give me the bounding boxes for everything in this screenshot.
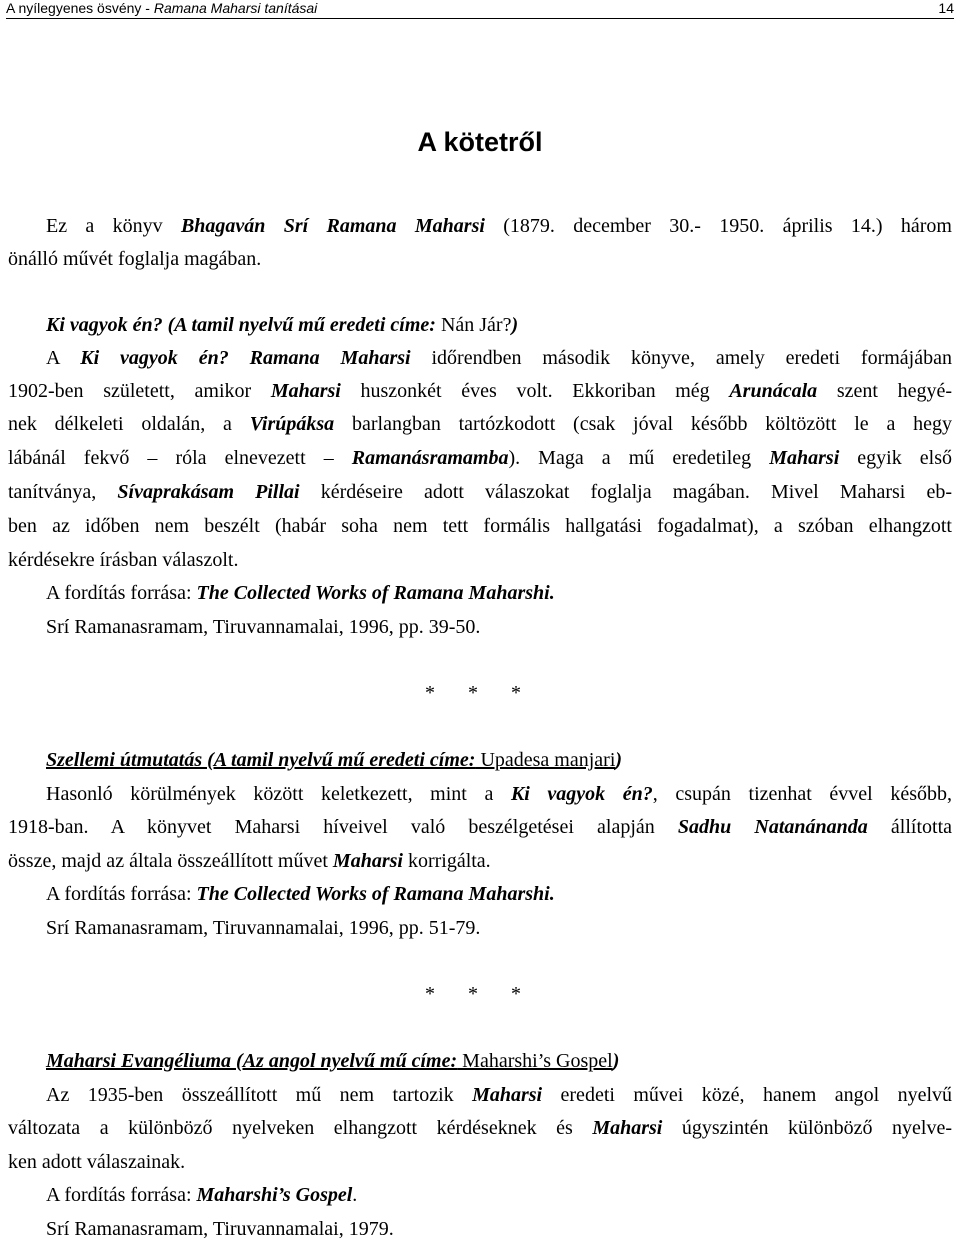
text-run: Ki vagyok én? Ramana Maharsi bbox=[80, 347, 411, 369]
text-run: nek délkeleti oldalán, a bbox=[8, 413, 250, 435]
subsection-title bbox=[46, 1045, 952, 1078]
page-number: 14 bbox=[938, 0, 954, 16]
text-run: ) bbox=[615, 749, 623, 771]
paragraph-line bbox=[46, 342, 952, 375]
text-run: Maharsi Evangéliuma (Az angol nyelvű mű címe: bbox=[46, 1050, 458, 1072]
text-run: A fordítás forrása: bbox=[46, 1184, 197, 1206]
source-line bbox=[46, 1179, 952, 1212]
text-run: Ki vagyok én? (A tamil nyelvű mű eredeti címe: bbox=[46, 314, 441, 336]
text-run: kérdéseire adott válaszokat foglalja magában. Mivel Maharsi eb- bbox=[299, 481, 952, 503]
source-line bbox=[46, 577, 952, 610]
text-run: A fordítás forrása: bbox=[46, 582, 197, 604]
paragraph-line bbox=[8, 408, 952, 441]
paragraph-line bbox=[8, 476, 952, 509]
text-run: tanítványa, bbox=[8, 481, 118, 503]
paragraph-line bbox=[8, 442, 952, 475]
paragraph-line bbox=[8, 811, 952, 844]
text-run: Virúpáksa bbox=[249, 413, 335, 435]
text-run: egyik első bbox=[839, 447, 953, 469]
text-run: ) bbox=[612, 1050, 620, 1072]
text-run: Szellemi útmutatás (A tamil nyelvű mű eredeti címe: bbox=[46, 749, 476, 771]
text-run: Maharsi bbox=[592, 1117, 663, 1139]
running-title bbox=[6, 1, 317, 15]
text-run: , csupán tizenhat évvel később, bbox=[652, 783, 953, 805]
text-run: huszonkét éves volt. Ekkoriban még bbox=[340, 380, 730, 402]
text-run: (1879. december 30.- 1950. április 14.) három bbox=[484, 215, 952, 237]
text-run: ben az időben nem beszélt (habár soha nem tett formális hallgatási fogadalmat), a szóban elhangzott bbox=[8, 515, 952, 537]
text-run: Ramanásramamba bbox=[351, 447, 509, 469]
text-run: ) bbox=[511, 314, 519, 336]
text-run: kérdésekre írásban válaszolt. bbox=[8, 549, 239, 571]
subsection-title bbox=[46, 309, 952, 342]
paragraph-line bbox=[8, 845, 952, 878]
paragraph-line bbox=[8, 1112, 952, 1145]
source-line bbox=[46, 878, 952, 911]
text-run: Srí Ramanasramam, Tiruvannamalai, 1979. bbox=[46, 1218, 394, 1240]
running-header bbox=[6, 0, 954, 19]
text-run: Maharsi bbox=[769, 447, 840, 469]
text-run: Sadhu Natanánanda bbox=[677, 816, 868, 838]
text-run: Hasonló körülmények között keletkezett, mint a bbox=[46, 783, 511, 805]
text-run: 1918-ban. A könyvet Maharsi híveivel való beszélgetései alapján bbox=[8, 816, 678, 838]
text-run: eredeti művei közé, hanem angol nyelvű bbox=[542, 1084, 953, 1106]
text-run: változata a különböző nyelveken elhangzott kérdéseknek és bbox=[8, 1117, 593, 1139]
text-run: 1902-ben született, amikor bbox=[8, 380, 271, 402]
paragraph-line bbox=[8, 544, 952, 577]
text-run: Srí Ramanasramam, Tiruvannamalai, 1996, pp. 51-79. bbox=[46, 917, 481, 939]
text-run: szent hegyé- bbox=[817, 380, 952, 402]
page-heading: A kötetről bbox=[417, 127, 543, 157]
text-run: A fordítás forrása: bbox=[46, 883, 197, 905]
text-run: Ez a könyv bbox=[46, 215, 181, 237]
text-run: The Collected Works of Ramana Maharshi. bbox=[196, 582, 555, 604]
paragraph-line bbox=[8, 243, 952, 276]
text-run: Sívaprakásam Pillai bbox=[117, 481, 300, 503]
paragraph-line bbox=[46, 778, 952, 811]
text-run: Nán Jár? bbox=[440, 314, 512, 336]
publisher-line bbox=[46, 611, 952, 644]
subsection-title bbox=[46, 744, 952, 777]
text-run: korrigálta. bbox=[402, 850, 491, 872]
paragraph-line bbox=[46, 1079, 952, 1112]
text-run: Upadesa manjari bbox=[475, 749, 616, 771]
text-run: Srí Ramanasramam, Tiruvannamalai, 1996, pp. 39-50. bbox=[46, 616, 481, 638]
text-run: önálló művét foglalja magában. bbox=[8, 248, 262, 270]
section-separator: * * * bbox=[425, 682, 535, 704]
publisher-line bbox=[46, 912, 952, 945]
paragraph-line bbox=[8, 375, 952, 408]
text-run: ). Maga a mű eredetileg bbox=[508, 447, 770, 469]
text-run: össze, majd az általa összeállított művet bbox=[8, 850, 333, 872]
text-run: Arunácala bbox=[729, 380, 818, 402]
text-run: Maharsi bbox=[332, 850, 403, 872]
text-run: Maharshi’s Gospel bbox=[196, 1184, 353, 1206]
text-run: úgyszintén különböző nyelve- bbox=[662, 1117, 952, 1139]
text-run: állította bbox=[867, 816, 953, 838]
text-run: Ki vagyok én? bbox=[510, 783, 653, 805]
running-title-text: A nyílegyenes ösvény - bbox=[6, 0, 154, 16]
text-run: . bbox=[352, 1184, 358, 1206]
text-run: lábánál fekvő – róla elnevezett – bbox=[8, 447, 352, 469]
text-run: Bhagaván Srí Ramana Maharsi bbox=[180, 215, 485, 237]
text-run: ken adott válaszainak. bbox=[8, 1151, 186, 1173]
text-run: A bbox=[46, 347, 81, 369]
paragraph-line bbox=[46, 210, 952, 243]
publisher-line bbox=[46, 1213, 952, 1246]
text-run: barlangban tartózkodott (csak jóval később költözött le a hegy bbox=[334, 413, 952, 435]
text-run: Maharsi bbox=[270, 380, 341, 402]
text-run: Maharsi bbox=[472, 1084, 543, 1106]
running-title-italic: Ramana Maharsi tanításai bbox=[153, 0, 318, 16]
text-run: Maharshi’s Gospel bbox=[457, 1050, 613, 1072]
section-separator: * * * bbox=[425, 983, 535, 1005]
text-run: időrendben második könyve, amely eredeti formájában bbox=[410, 347, 952, 369]
text-run: The Collected Works of Ramana Maharshi. bbox=[196, 883, 555, 905]
paragraph-line bbox=[8, 510, 952, 543]
paragraph-line bbox=[8, 1146, 952, 1179]
text-run: Az 1935-ben összeállított mű nem tartozik bbox=[46, 1084, 473, 1106]
